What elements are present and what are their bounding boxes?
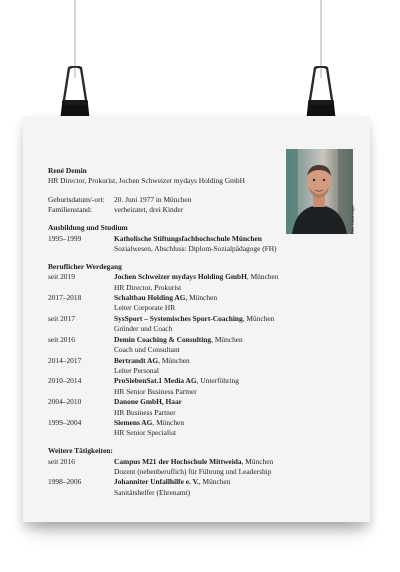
section-heading-activities: Weitere Tätigkeiten: — [48, 446, 113, 456]
entry-period: 2017–2018 — [48, 293, 82, 303]
entry-location: , München — [241, 456, 274, 466]
entry-row — [48, 356, 279, 366]
entry-row — [48, 457, 279, 467]
section-heading-career: Beruflicher Werdegang — [48, 261, 122, 271]
cv-content — [48, 166, 279, 498]
entry-org-line — [114, 234, 262, 244]
education-list — [48, 234, 279, 255]
entry-location: , München — [211, 334, 243, 344]
entry-period: seit 2017 — [48, 313, 75, 323]
entry-location: , München — [242, 313, 275, 323]
entry-detail: Dozent (nebenberuflich) für Führung und Leadership — [114, 467, 272, 477]
entry-org-line — [114, 314, 274, 324]
entry-period: seit 2016 — [48, 456, 75, 466]
entry-detail-row — [48, 283, 279, 293]
entry-row — [48, 397, 279, 407]
entry-period: seit 2016 — [48, 334, 75, 344]
entry-org-line — [114, 356, 190, 366]
entry-detail-row — [48, 366, 279, 376]
entry-row — [48, 293, 279, 303]
entry-location: , München — [246, 272, 279, 282]
entry-org-line — [114, 293, 217, 303]
personal-label: Geburtsdatum/-ort: — [48, 194, 105, 204]
entry-detail: HR Senior Specialist — [114, 428, 176, 438]
entry-organization: Demin Coaching & Consulting — [114, 334, 212, 344]
binder-clip-icon — [60, 66, 90, 122]
entry-period: 2004–2010 — [48, 397, 82, 407]
entry-row — [48, 314, 279, 324]
entry-detail-row — [48, 244, 279, 254]
personal-label: Familienstand: — [48, 205, 92, 215]
entry-row — [48, 376, 279, 386]
entry-location: , München — [198, 477, 231, 487]
entry-org-line — [114, 397, 182, 407]
person-name: René Demin — [48, 166, 87, 175]
entry-org-line — [114, 376, 239, 386]
entry-organization: Siemens AG — [114, 417, 153, 427]
entry-detail-row — [48, 467, 279, 477]
entry-organization: ProSiebenSat.1 Media AG — [114, 376, 197, 386]
entry-row — [48, 272, 279, 282]
entry-organization: Schaltbau Holding AG — [114, 293, 186, 303]
entry-organization: Campus M21 der Hochschule Mittweida — [114, 456, 242, 466]
entry-org-line — [114, 418, 184, 428]
personal-row — [48, 205, 279, 215]
entry-period: seit 2019 — [48, 272, 75, 282]
activities-list — [48, 457, 279, 499]
entry-detail: Gründer und Coach — [114, 324, 173, 334]
entry-detail: Leiter Corporate HR — [114, 303, 176, 313]
personal-row — [48, 195, 279, 205]
entry-detail-row — [48, 488, 279, 498]
binder-clip-icon — [306, 66, 336, 122]
personal-value: verheiratet, drei Kinder — [114, 205, 184, 215]
entry-period: 2014–2017 — [48, 355, 82, 365]
entry-detail: Leiter Personal — [114, 365, 159, 375]
entry-org-line — [114, 477, 230, 487]
entry-detail-row — [48, 303, 279, 313]
entry-org-line — [114, 457, 273, 467]
entry-period: 1999–2004 — [48, 417, 82, 427]
portrait-photo — [286, 149, 353, 234]
entry-row — [48, 335, 279, 345]
entry-organization: Jochen Schweizer mydays Holding GmbH — [114, 272, 247, 282]
entry-detail-row — [48, 345, 279, 355]
entry-detail: HR Director, Prokurist — [114, 282, 182, 292]
photo-credit: Foto: David Kagis — [351, 205, 355, 234]
entry-detail: HR Business Partner — [114, 407, 176, 417]
entry-period: 1995–1999 — [48, 233, 82, 243]
entry-row — [48, 418, 279, 428]
entry-location: , München — [158, 355, 190, 365]
entry-location: , München — [152, 417, 185, 427]
entry-row — [48, 477, 279, 487]
person-title: HR Director, Prokurist, Jochen Schweizer mydays Holding GmbH — [48, 176, 245, 186]
entry-row — [48, 234, 279, 244]
entry-organization: SysSport – Systemisches Sport-Coaching — [114, 313, 243, 323]
entry-org-line — [114, 335, 243, 345]
entry-detail-row — [48, 387, 279, 397]
entry-period: 2010–2014 — [48, 376, 82, 386]
entry-detail-row — [48, 324, 279, 334]
entry-period: 1998–2006 — [48, 477, 82, 487]
entry-location: , Unterföhring — [196, 376, 239, 386]
entry-detail: Sozialwesen, Abschluss: Diplom-Sozialpädagoge (FH) — [114, 243, 277, 253]
entry-detail-row — [48, 408, 279, 418]
entry-organization: Katholische Stiftungsfachhochschule München — [114, 233, 262, 243]
personal-value: 20. Juni 1977 in München — [114, 194, 192, 204]
entry-org-line — [114, 272, 279, 282]
entry-organization: Johanniter Unfallhilfe e. V. — [114, 477, 199, 487]
entry-organization: Bertrandt AG — [114, 355, 159, 365]
entry-detail-row — [48, 428, 279, 438]
entry-location: , München — [185, 293, 218, 303]
career-list — [48, 272, 279, 439]
entry-detail: Coach und Consultant — [114, 345, 180, 355]
entry-detail: HR Senior Business Partner — [114, 386, 197, 396]
entry-detail: Sanitätshelfer (Ehrenamt) — [114, 487, 191, 497]
section-heading-education: Ausbildung und Studium — [48, 223, 128, 233]
entry-organization: Danone GmbH, Haar — [114, 397, 182, 407]
